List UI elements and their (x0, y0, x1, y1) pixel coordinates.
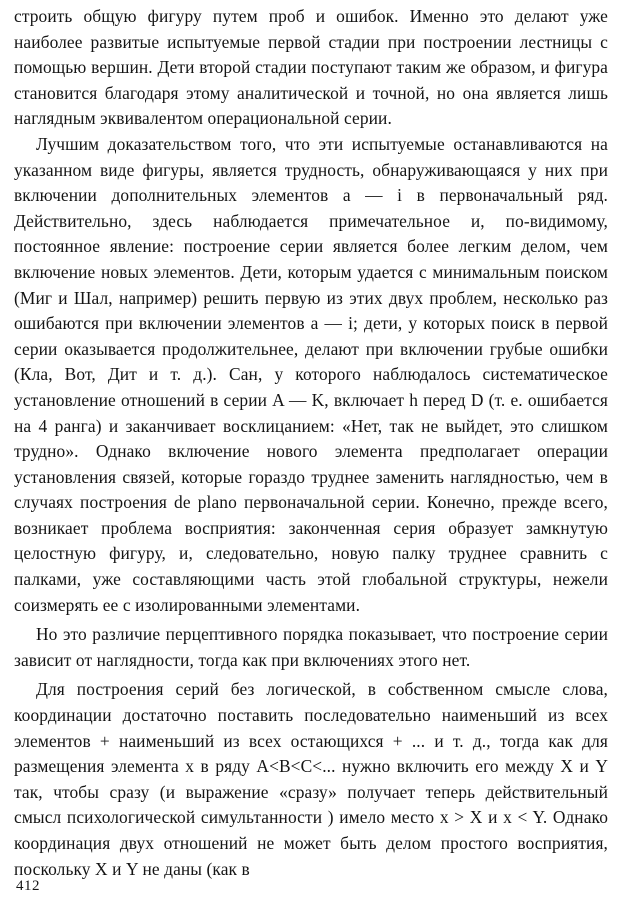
page-number: 412 (16, 878, 40, 894)
paragraph-3: Но это различие перцептивного порядка показывает, что построение серии зависит от наглядности, тогда как при включениях этого нет. (14, 624, 608, 670)
paragraph-1: строить общую фигуру путем проб и ошибок. Именно это делают уже наиболее развитые испытуемые первой стадии при построении лестницы с помощью вершин. Дети второй стадии поступают таким же образом, и фигура становится благодаря этому аналитической и точной, но она является лишь наглядным эквивалентом операциональной серии. (14, 6, 608, 129)
book-page (14, 4, 608, 904)
paragraph-4: Для построения серий без логической, в собственном смысле слова, координации достаточно поставить последовательно наименьший из всех элементов + наименьший из всех остающихся + ... и т. д., тогда как для размещения элемента x в ряду A<B<C<... нужно включить его между X и Y так, чтобы сразу (и выражение «сразу» получает теперь действительный смысл психологической симультанности ) имело место x > X и x < Y. Однако координация двух отношений не может быть делом простого восприятия, поскольку X и Y не даны (как в (14, 679, 608, 879)
paragraph-2: Лучшим доказательством того, что эти испытуемые останавливаются на указанном виде фигуры, является трудность, обнаруживающаяся у них при включении дополнительных элементов a — i в первоначальный ряд. Действительно, здесь наблюдается примечательное и, по-видимому, постоянное явление: построение серии является более легким делом, чем включение новых элементов. Дети, которым удается с минимальным поиском (Миг и Шал, например) решить первую из этих двух проблем, несколько раз ошибаются при включении элементов a — i; дети, у которых поиск в первой серии оказывается продолжительнее, делают при включении грубые ошибки (Кла, Вот, Дит и т. д.). Сан, у которого наблюдалось систематическое установление отношений в серии A — K, включает h перед D (т. е. ошибается на 4 ранга) и заканчивает восклицанием: «Нет, так не выйдет, это слишком трудно». Однако включение нового элемента предполагает операции установления связей, которые гораздо труднее заменить наглядностью, чем в случаях построения de plano первоначальной серии. Конечно, прежде всего, возникает проблема восприятия: законченная серия образует замкнутую целостную фигуру, и, следовательно, новую палку труднее сравнить с палками, уже составляющими часть этой глобальной структуры, нежели соизмерять ее с изолированными элементами. (14, 133, 608, 615)
